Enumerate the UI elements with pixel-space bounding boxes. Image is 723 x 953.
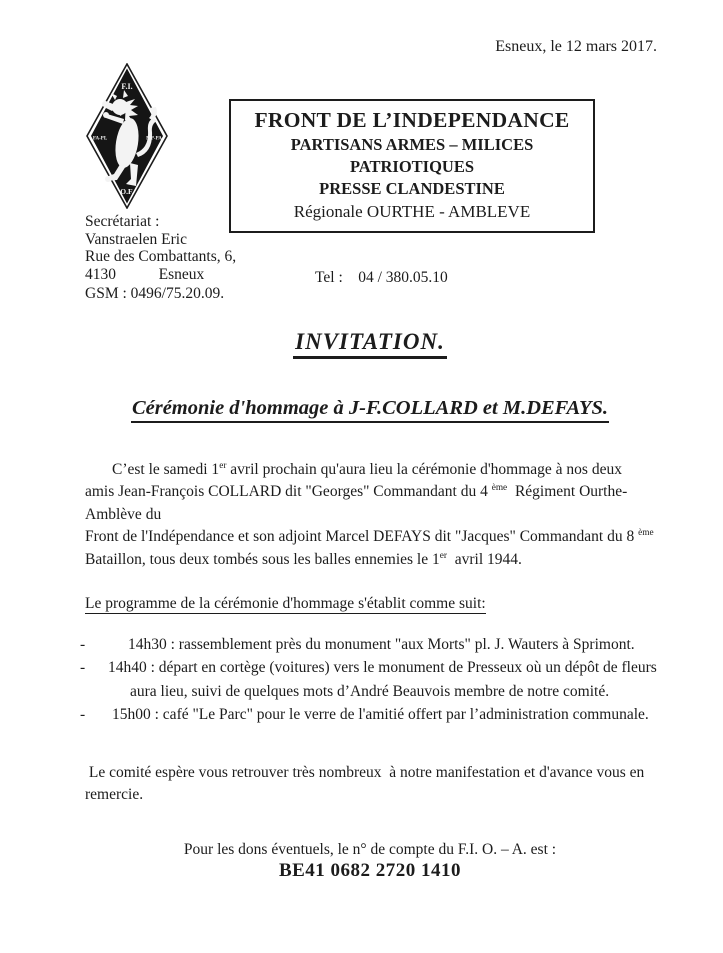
emblem-left-label: FA-PL [92, 136, 108, 142]
donation-account-number: BE41 0682 2720 1410 [278, 860, 462, 881]
subtitle-row [60, 397, 680, 423]
dash-bullet: - [80, 706, 86, 724]
date-line: Esneux, le 12 mars 2017. [495, 38, 657, 55]
programme-item [78, 633, 657, 656]
letterhead-box [229, 99, 595, 233]
organization-subtitle-1: PARTISANS ARMES – MILICES PATRIOTIQUES [290, 135, 534, 176]
dash-bullet: - [80, 636, 86, 653]
document-title: INVITATION. [293, 329, 447, 359]
closing-paragraph: Le comité espère vous retrouver très nombreux à notre manifestation et d'avance vous en remercie. [85, 764, 645, 804]
organization-name: FRONT DE L’INDEPENDANCE [254, 108, 570, 132]
programme-item [78, 656, 657, 703]
donation-line: Pour les dons éventuels, le n° de compte du F.I. O. – A. est : [183, 841, 557, 858]
emblem-bottom-label: O.F. [120, 187, 134, 196]
programme-heading: Le programme de la cérémonie d'hommage s'établit comme suit: [85, 595, 486, 612]
programme-heading-row [85, 595, 486, 613]
tel-line: Tel : 04 / 380.05.10 [315, 269, 448, 286]
emblem-right-label: MP-PA [146, 136, 162, 142]
programme-list [78, 633, 657, 727]
programme-item-text: 14h40 : départ en cortège (voitures) vers le monument de Presseux où un dépôt de fleurs aura lieu, suivi de quelques mots d’André Beauvois membre de notre comité. [108, 659, 657, 700]
emblem-top-label: F.I. [121, 82, 133, 91]
fi-emblem [86, 63, 168, 209]
programme-item-text: 15h00 : café "Le Parc" pour le verre de l'amitié offert par l’administration communale. [112, 706, 649, 724]
ceremony-subtitle: Cérémonie d'hommage à J-F.COLLARD et M.DEFAYS. [131, 397, 609, 423]
secretariat-block: Secrétariat : Vanstraelen Eric Rue des Combattants, 6, 4130 Esneux [85, 213, 237, 283]
programme-item [78, 703, 657, 726]
organization-subtitle-2: PRESSE CLANDESTINE [319, 179, 505, 198]
dash-bullet: - [80, 659, 86, 677]
title-row [60, 329, 680, 359]
organization-region: Régionale OURTHE - AMBLEVE [293, 202, 531, 221]
main-paragraph: C’est le samedi 1er avril prochain qu'aura lieu la cérémonie d'hommage à nos deux amis Jean-François COLLARD dit "Georges" Commandant du 4 $^{ème}$ Régiment Ourthe- Amblève du Front de l'Indépendance et son adjoint Marcel DEFAYS dit "Jacques" Commandant du 8 $^{ème}$ Bataillon, tous deux tombés sous les balles ennemies le 1er avril 1944. [85, 460, 654, 568]
programme-item-text: 14h30 : rassemblement près du monument "aux Morts" pl. J. Wauters à Sprimont. [128, 636, 635, 653]
donation-block [60, 841, 680, 882]
gsm-line: GSM : 0496/75.20.09. [85, 285, 225, 302]
